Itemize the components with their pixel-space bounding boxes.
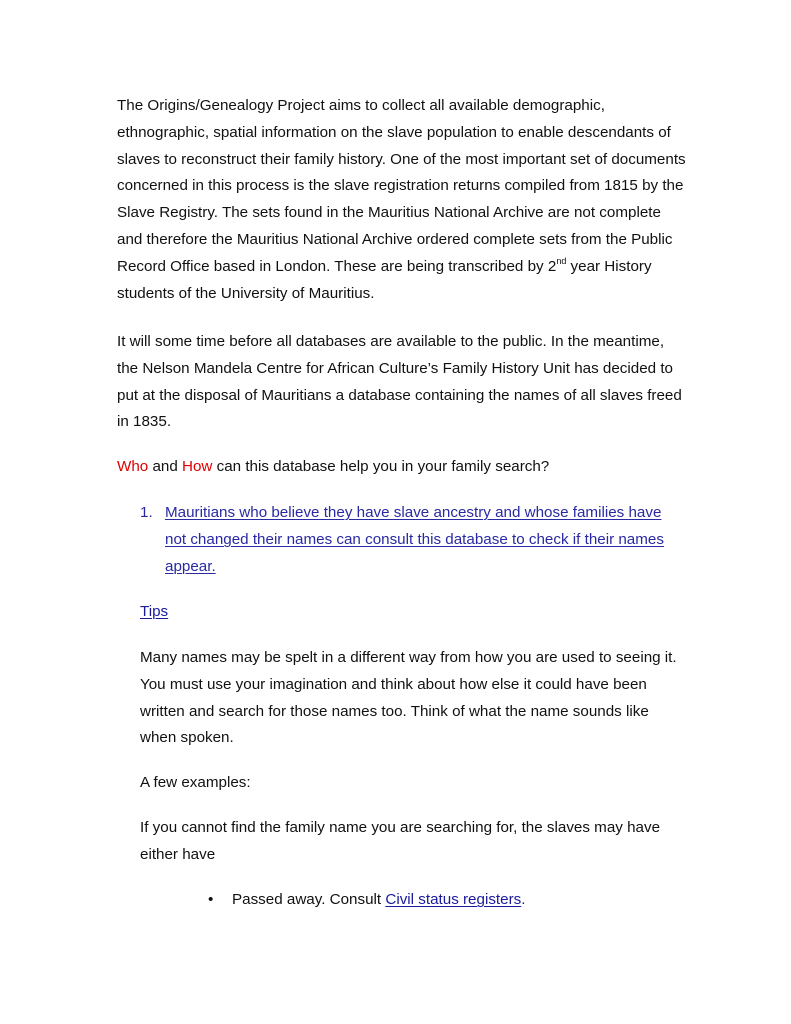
- how-word: How: [182, 458, 213, 475]
- list-item-text[interactable]: Mauritians who believe they have slave ancestry and whose families have not changed their names can consult this database to check if their names appear.: [165, 504, 664, 575]
- names-paragraph: Many names may be spelt in a different way from how you are used to seeing it. You must use your imagination and think about how else it could have been written and search for those names too. Think of what the name sounds like when spoken.: [140, 649, 677, 747]
- list-number: 1.: [140, 504, 153, 521]
- who-word: Who: [117, 458, 149, 475]
- tips-heading[interactable]: Tips: [140, 603, 169, 620]
- intro-text: The Origins/Genealogy Project aims to collect all available demographic, ethnographic, spatial information on the slave population to enable descendants of slaves to reconstruct their family history. One of the most important set of documents concerned in this process is the slave registration returns compiled from 1815 by the Slave Registry. The sets found in the Mauritius National Archive are not complete and therefore the Mauritius National Archive ordered complete sets from the Public Record Office based in London. These are being transcribed by 2: [117, 97, 686, 275]
- intro-paragraph: [117, 93, 687, 307]
- numbered-list-item[interactable]: [140, 500, 685, 580]
- intro-text-end: year History students of the University of Mauritius.: [117, 257, 652, 302]
- bullet-text: Passed away. Consult: [232, 891, 386, 908]
- ordinal-superscript: nd: [556, 255, 567, 266]
- cannot-find-paragraph: If you cannot find the family name you are searching for, the slaves may have either have: [140, 819, 661, 863]
- examples-paragraph: A few examples:: [140, 774, 251, 791]
- bullet-item: [208, 887, 525, 914]
- and-word: and: [148, 458, 183, 475]
- civil-status-registers-link[interactable]: Civil status registers: [385, 891, 522, 908]
- bullet-period: .: [521, 891, 526, 908]
- database-paragraph: It will some time before all databases are available to the public. In the meantime, the Nelson Mandela Centre for African Culture’s Family History Unit has decided to put at the disposal of Mauritians a database containing the names of all slaves freed in 1835.: [117, 333, 682, 431]
- question-rest: can this database help you in your family search?: [212, 458, 550, 475]
- bullet-icon: •: [208, 891, 214, 908]
- question-line: [117, 454, 687, 481]
